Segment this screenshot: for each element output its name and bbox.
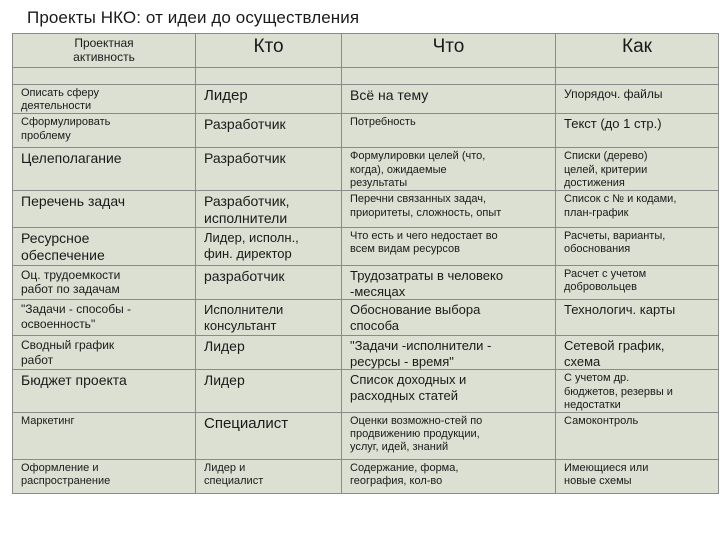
- cell-activity: [13, 412, 196, 459]
- cell-who: [196, 265, 342, 299]
- cell-what-line: Потребность: [350, 116, 416, 129]
- header-activity-line: Проектная: [74, 36, 134, 50]
- cell-what-line: Что есть и чего недостает во: [350, 229, 498, 242]
- cell-who-line: Лидер и: [204, 461, 246, 474]
- cell-what-line: продвижению продукции,: [350, 428, 480, 441]
- cell-activity-line: Оформление и: [21, 461, 99, 474]
- cell-activity-line: работ: [21, 352, 54, 367]
- cell-what: [342, 265, 556, 299]
- cell-what-line: услуг, идей, знаний: [350, 441, 449, 454]
- cell-how-line: Имеющиеся или: [564, 461, 649, 474]
- table-row: [13, 227, 719, 265]
- cell-who: [196, 85, 342, 114]
- cell-activity-line: работ по задачам: [21, 282, 120, 297]
- table-row: [13, 336, 719, 370]
- table-row: [13, 114, 719, 148]
- cell-who: [196, 148, 342, 191]
- cell-what-line: ресурсы - время": [350, 353, 454, 369]
- cell-who: [196, 114, 342, 148]
- cell-who: [196, 370, 342, 413]
- cell-what-line: Обоснование выбора: [350, 302, 481, 318]
- cell-what-line: Перечни связанных задач,: [350, 193, 487, 206]
- spacer-cell: [13, 68, 196, 85]
- cell-who-line: специалист: [204, 475, 264, 488]
- spacer-cell: [342, 68, 556, 85]
- cell-who-line: консультант: [204, 317, 277, 333]
- cell-how-line: Самоконтроль: [564, 414, 639, 427]
- header-who: Кто: [196, 34, 342, 68]
- cell-what-line: география, кол-во: [350, 475, 443, 488]
- cell-activity: [13, 114, 196, 148]
- cell-who: [196, 191, 342, 228]
- cell-what-line: "Задачи -исполнители -: [350, 338, 492, 354]
- cell-activity: [13, 148, 196, 191]
- cell-activity-line: Ресурсное: [21, 229, 90, 246]
- cell-how-line: Список с № и кодами,: [564, 193, 677, 206]
- cell-who: [196, 412, 342, 459]
- cell-what-line: Список доходных и: [350, 372, 467, 388]
- cell-activity-line: Описать сферу: [21, 87, 100, 99]
- slide-title: Проекты НКО: от идеи до осуществления: [27, 8, 360, 27]
- header-activity-line: активность: [73, 50, 135, 65]
- cell-how-line: бюджетов, резервы и: [564, 385, 673, 398]
- cell-activity: [13, 370, 196, 413]
- cell-who-line: Разработчик,: [204, 193, 290, 210]
- cell-how-line: добровольцев: [564, 281, 637, 294]
- cell-what-line: Оценки возможно-стей по: [350, 414, 483, 427]
- cell-what: [342, 336, 556, 370]
- spacer-row: [13, 68, 719, 85]
- cell-how: [556, 265, 719, 299]
- cell-activity: [13, 459, 196, 493]
- cell-what-line: Всё на тему: [350, 87, 429, 103]
- cell-how-line: достижения: [564, 176, 625, 189]
- cell-how: [556, 412, 719, 459]
- table-row: [13, 370, 719, 413]
- cell-who-line: Лидер: [204, 338, 245, 355]
- table-row: [13, 85, 719, 114]
- cell-who: [196, 459, 342, 493]
- header-how: Как: [556, 34, 719, 68]
- cell-who-line: Специалист: [204, 414, 289, 432]
- cell-activity-line: "Задачи - способы -: [21, 302, 132, 317]
- cell-how-line: недостатки: [564, 398, 621, 411]
- cell-what-line: Трудозатраты в человеко: [350, 267, 504, 283]
- cell-how: [556, 85, 719, 114]
- cell-who-line: исполнители: [204, 210, 288, 227]
- cell-how-line: Списки (дерево): [564, 150, 648, 163]
- cell-what-line: всем видам ресурсов: [350, 243, 460, 256]
- cell-who-line: Разработчик: [204, 150, 286, 167]
- cell-what: [342, 85, 556, 114]
- spacer-cell: [196, 68, 342, 85]
- cell-activity-line: Целеполагание: [21, 150, 122, 167]
- cell-activity: [13, 300, 196, 336]
- cell-what: [342, 227, 556, 265]
- cell-what-line: Формулировки целей (что,: [350, 150, 486, 163]
- cell-what: [342, 191, 556, 228]
- table-row: [13, 412, 719, 459]
- cell-who: [196, 336, 342, 370]
- cell-how-line: Расчет с учетом: [564, 267, 647, 280]
- cell-who-line: Лидер: [204, 87, 248, 104]
- cell-how-line: Технологич. карты: [564, 302, 676, 318]
- cell-how: [556, 459, 719, 493]
- cell-who-line: Разработчик: [204, 116, 286, 133]
- cell-activity-line: Бюджет проекта: [21, 372, 127, 389]
- cell-activity: [13, 191, 196, 228]
- cell-who-line: Исполнители: [204, 302, 284, 318]
- cell-what-line: Содержание, форма,: [350, 461, 459, 474]
- cell-activity-line: Сводный график: [21, 338, 115, 353]
- cell-how-line: Расчеты, варианты,: [564, 229, 666, 242]
- cell-what-line: результаты: [350, 176, 408, 189]
- cell-how: [556, 370, 719, 413]
- cell-activity-line: освоенность": [21, 316, 96, 331]
- cell-what: [342, 370, 556, 413]
- cell-how-line: план-график: [564, 206, 629, 219]
- cell-what-line: способа: [350, 317, 400, 333]
- cell-how: [556, 300, 719, 336]
- cell-activity-line: Оц. трудоемкости: [21, 267, 121, 282]
- cell-what-line: -месяцах: [350, 283, 406, 299]
- cell-how: [556, 114, 719, 148]
- header-what: Что: [342, 34, 556, 68]
- cell-who-line: разработчик: [204, 267, 285, 284]
- cell-how: [556, 336, 719, 370]
- cell-what: [342, 459, 556, 493]
- cell-what: [342, 300, 556, 336]
- header-row: [13, 34, 719, 68]
- cell-how-line: обоснования: [564, 243, 631, 256]
- cell-what: [342, 114, 556, 148]
- cell-how-line: Сетевой график,: [564, 338, 665, 354]
- cell-how-line: схема: [564, 353, 601, 369]
- cell-activity-line: проблему: [21, 129, 71, 142]
- project-table: [12, 33, 719, 494]
- cell-activity-line: Сформулировать: [21, 116, 111, 129]
- table-row: [13, 300, 719, 336]
- table-row: [13, 148, 719, 191]
- cell-who: [196, 300, 342, 336]
- cell-how: [556, 227, 719, 265]
- table-row: [13, 191, 719, 228]
- spacer-cell: [556, 68, 719, 85]
- cell-what-line: приоритеты, сложность, опыт: [350, 206, 502, 219]
- cell-how-line: С учетом др.: [564, 372, 630, 385]
- cell-how: [556, 148, 719, 191]
- header-activity: [13, 34, 196, 68]
- cell-who-line: Лидер: [204, 372, 245, 389]
- cell-what-line: расходных статей: [350, 387, 459, 403]
- table-row: [13, 459, 719, 493]
- cell-what: [342, 148, 556, 191]
- cell-activity: [13, 85, 196, 114]
- cell-who-line: Лидер, исполн.,: [204, 229, 299, 245]
- cell-activity-line: обеспечение: [21, 246, 105, 263]
- cell-activity: [13, 265, 196, 299]
- cell-what: [342, 412, 556, 459]
- cell-how-line: целей, критерии: [564, 163, 648, 176]
- table-row: [13, 265, 719, 299]
- cell-what-line: когда), ожидаемые: [350, 163, 447, 176]
- cell-activity-line: Маркетинг: [21, 414, 75, 427]
- cell-activity-line: деятельности: [21, 100, 92, 113]
- cell-activity-line: Перечень задач: [21, 193, 126, 210]
- cell-activity: [13, 227, 196, 265]
- cell-how-line: Упорядоч. файлы: [564, 87, 663, 101]
- cell-activity: [13, 336, 196, 370]
- cell-how-line: Текст (до 1 стр.): [564, 116, 662, 132]
- cell-how: [556, 191, 719, 228]
- cell-activity-line: распространение: [21, 475, 111, 488]
- cell-how-line: новые схемы: [564, 475, 632, 488]
- cell-who: [196, 227, 342, 265]
- cell-who-line: фин. директор: [204, 245, 292, 261]
